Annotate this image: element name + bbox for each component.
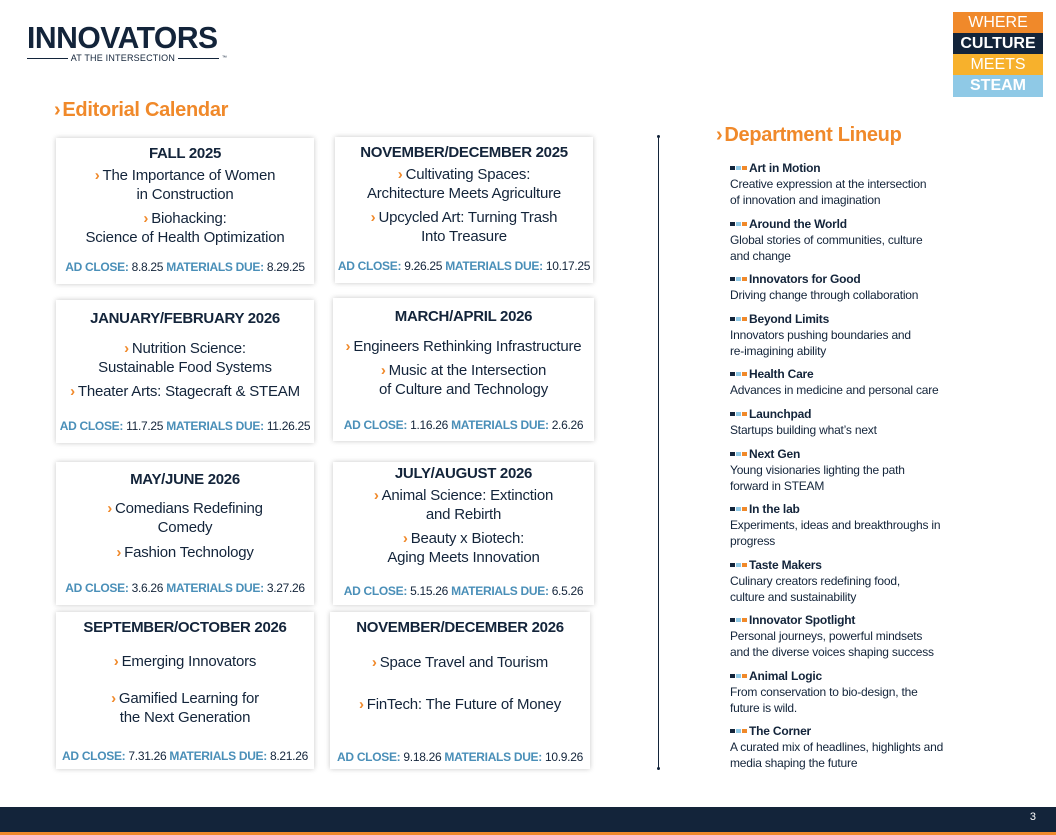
chevron-right-icon: › xyxy=(70,383,75,400)
topic-line: Fashion Technology xyxy=(124,544,254,561)
ad-close-label: AD CLOSE: xyxy=(62,749,126,763)
topic-line: Science of Health Optimization xyxy=(85,229,285,246)
chevron-right-icon: › xyxy=(113,653,119,670)
issue-title: MARCH/APRIL 2026 xyxy=(394,308,533,325)
issue-card-jan-feb-2026 xyxy=(56,300,314,443)
chevron-right-icon: › xyxy=(94,167,100,184)
issue-topic xyxy=(333,529,594,548)
column-divider xyxy=(658,136,659,769)
issue-dates xyxy=(333,418,594,432)
ad-close-label: AD CLOSE: xyxy=(337,750,401,764)
issue-dates xyxy=(335,259,593,273)
color-bars-icon xyxy=(730,674,747,678)
color-bars-icon xyxy=(730,222,747,226)
dept-name-text: Art in Motion xyxy=(749,161,821,175)
dept-beyond-limits xyxy=(730,311,970,359)
dept-name xyxy=(730,271,970,287)
issue-dates xyxy=(56,419,314,433)
issue-topic xyxy=(56,339,314,358)
ad-close-value: 3.6.26 xyxy=(131,581,164,595)
topic-line: FinTech: The Future of Money xyxy=(366,696,562,713)
tagline-culture: CULTURE xyxy=(953,33,1043,54)
materials-due-label: MATERIALS DUE: xyxy=(445,259,543,273)
dept-desc: Global stories of communities, culture xyxy=(730,233,923,247)
dept-desc: media shaping the future xyxy=(730,756,858,770)
innovators-logo xyxy=(27,22,227,63)
materials-due-value: 8.21.26 xyxy=(270,749,308,763)
ad-close-value: 5.15.26 xyxy=(410,584,449,598)
dept-name xyxy=(730,366,970,382)
issue-title: FALL 2025 xyxy=(148,145,222,162)
topic-line: Comedy xyxy=(157,519,213,536)
chevron-right-icon: › xyxy=(371,654,377,671)
dept-desc: Creative expression at the intersection xyxy=(730,177,927,191)
materials-due-label: MATERIALS DUE: xyxy=(169,749,267,763)
dept-innovator-spotlight xyxy=(730,612,970,660)
dept-name xyxy=(730,557,970,573)
dept-name xyxy=(730,216,970,232)
issue-card-nov-dec-2025 xyxy=(335,137,593,283)
issue-topic xyxy=(335,208,593,227)
page-footer xyxy=(0,807,1056,835)
materials-due-label: MATERIALS DUE: xyxy=(451,418,549,432)
issue-topic xyxy=(56,652,314,671)
dept-desc: Experiments, ideas and breakthroughs in xyxy=(730,518,941,532)
chevron-right-icon: › xyxy=(397,166,403,183)
issue-title: SEPTEMBER/OCTOBER 2026 xyxy=(83,619,287,636)
topic-line: Sustainable Food Systems xyxy=(98,359,272,376)
logo-trademark: ™ xyxy=(221,55,228,61)
dept-name-text: In the lab xyxy=(749,502,800,516)
topic-line: Nutrition Science: xyxy=(131,340,246,357)
dept-desc: Personal journeys, powerful mindsets xyxy=(730,629,923,643)
materials-due-value: 11.26.25 xyxy=(266,419,311,433)
issue-topic xyxy=(335,165,593,184)
dept-name-text: Innovators for Good xyxy=(749,272,861,286)
department-lineup-title-text: Department Lineup xyxy=(724,124,902,146)
color-bars-icon xyxy=(730,277,747,281)
dept-desc: From conservation to bio-design, the xyxy=(730,685,918,699)
dept-next-gen xyxy=(730,446,970,494)
topic-line: Architecture Meets Agriculture xyxy=(366,185,562,202)
color-bars-icon xyxy=(730,563,747,567)
dept-health-care xyxy=(730,366,970,398)
dept-name xyxy=(730,668,970,684)
topic-line: of Culture and Technology xyxy=(378,381,548,398)
tagline-meets: MEETS xyxy=(953,54,1043,75)
dept-around-the-world xyxy=(730,216,970,264)
issue-topic xyxy=(333,486,594,505)
issue-card-may-june-2026 xyxy=(56,462,314,605)
ad-close-label: AD CLOSE: xyxy=(337,259,402,273)
chevron-right-icon: › xyxy=(370,209,376,226)
ad-close-value: 11.7.25 xyxy=(126,419,164,433)
dept-innovators-for-good xyxy=(730,271,970,303)
dept-desc: Culinary creators redefining food, xyxy=(730,574,900,588)
dept-desc: Advances in medicine and personal care xyxy=(730,383,939,397)
issue-card-nov-dec-2026 xyxy=(330,612,590,769)
chevron-right-icon: › xyxy=(373,487,379,504)
chevron-right-icon: › xyxy=(402,530,408,547)
logo-rule-right xyxy=(178,58,219,59)
editorial-calendar-title-text: Editorial Calendar xyxy=(62,99,229,121)
topic-line: and Rebirth xyxy=(425,506,502,523)
color-bars-icon xyxy=(730,317,747,321)
dept-animal-logic xyxy=(730,668,970,716)
dept-desc: of innovation and imagination xyxy=(730,193,881,207)
topic-line: the Next Generation xyxy=(119,709,251,726)
color-bars-icon xyxy=(730,412,747,416)
dept-name xyxy=(730,612,970,628)
dept-name xyxy=(730,501,970,517)
dept-in-the-lab xyxy=(730,501,970,549)
dept-desc: Innovators pushing boundaries and xyxy=(730,328,911,342)
topic-line: Beauty x Biotech: xyxy=(410,530,525,547)
chevron-right-icon: › xyxy=(143,210,149,227)
ad-close-value: 9.18.26 xyxy=(403,750,442,764)
topic-line: Aging Meets Innovation xyxy=(387,549,540,566)
chevron-right-icon: › xyxy=(358,696,364,713)
issue-topic xyxy=(56,209,314,228)
ad-close-value: 9.26.25 xyxy=(404,259,443,273)
tagline-where: WHERE xyxy=(953,12,1043,33)
dept-desc: Young visionaries lighting the path xyxy=(730,463,905,477)
color-bars-icon xyxy=(730,507,747,511)
issue-card-mar-apr-2026 xyxy=(333,298,594,441)
dept-name xyxy=(730,311,970,327)
dept-name-text: Around the World xyxy=(749,217,847,231)
dept-name-text: Innovator Spotlight xyxy=(749,613,856,627)
dept-name xyxy=(730,723,970,739)
dept-name-text: Beyond Limits xyxy=(749,312,830,326)
dept-name xyxy=(730,160,970,176)
ad-close-value: 8.8.25 xyxy=(131,260,164,274)
department-lineup-title xyxy=(716,124,902,147)
materials-due-value: 10.17.25 xyxy=(545,259,591,273)
issue-topic xyxy=(56,499,314,518)
issue-title: JANUARY/FEBRUARY 2026 xyxy=(90,310,280,327)
chevron-right-icon: › xyxy=(54,99,61,121)
issue-dates xyxy=(56,260,314,274)
ad-close-label: AD CLOSE: xyxy=(65,581,129,595)
logo-rule-left xyxy=(27,58,68,59)
issue-card-july-august-2026 xyxy=(333,462,594,605)
issue-dates xyxy=(56,749,314,763)
chevron-right-icon: › xyxy=(716,124,723,146)
logo-wordmark: INNOVATORS xyxy=(27,20,218,55)
chevron-right-icon: › xyxy=(107,500,113,517)
issue-topic xyxy=(56,166,314,185)
page-number: 3 xyxy=(1029,811,1036,823)
dept-desc: Driving change through collaboration xyxy=(730,288,919,302)
dept-desc: culture and sustainability xyxy=(730,590,857,604)
issue-topic xyxy=(333,361,594,380)
dept-desc: and the diverse voices shaping success xyxy=(730,645,934,659)
materials-due-value: 3.27.26 xyxy=(266,581,305,595)
topic-line: Comedians Redefining xyxy=(115,500,263,517)
dept-art-in-motion xyxy=(730,160,970,208)
issue-dates xyxy=(56,581,314,595)
dept-name xyxy=(730,446,970,462)
topic-line: in Construction xyxy=(136,186,234,203)
issue-topic xyxy=(330,653,590,672)
dept-desc: future is wild. xyxy=(730,701,798,715)
dept-name-text: Next Gen xyxy=(749,447,801,461)
ad-close-label: AD CLOSE: xyxy=(343,418,408,432)
materials-due-label: MATERIALS DUE: xyxy=(166,419,264,433)
topic-line: Emerging Innovators xyxy=(121,653,257,670)
issue-dates xyxy=(330,750,590,764)
issue-title: JULY/AUGUST 2026 xyxy=(394,465,533,482)
materials-due-label: MATERIALS DUE: xyxy=(166,260,264,274)
dept-name-text: Launchpad xyxy=(749,407,812,421)
chevron-right-icon: › xyxy=(124,340,129,357)
topic-line: Animal Science: Extinction xyxy=(381,487,554,504)
dept-the-corner xyxy=(730,723,970,771)
issue-topic xyxy=(56,543,314,562)
topic-line: Upcycled Art: Turning Trash xyxy=(378,209,558,226)
topic-line: Into Treasure xyxy=(421,228,507,245)
topic-line: Gamified Learning for xyxy=(118,690,259,707)
topic-line: The Importance of Women xyxy=(102,167,276,184)
tagline-steam: STEAM xyxy=(953,75,1043,97)
color-bars-icon xyxy=(730,452,747,456)
ad-close-value: 7.31.26 xyxy=(128,749,167,763)
dept-desc: and change xyxy=(730,249,791,263)
topic-line: Space Travel and Tourism xyxy=(379,654,549,671)
dept-desc: forward in STEAM xyxy=(730,479,825,493)
tagline-block xyxy=(953,12,1043,97)
issue-topic xyxy=(56,689,314,708)
dept-taste-makers xyxy=(730,557,970,605)
ad-close-label: AD CLOSE: xyxy=(343,584,408,598)
chevron-right-icon: › xyxy=(111,690,116,707)
issue-title: NOVEMBER/DECEMBER 2025 xyxy=(360,144,568,161)
issue-topic xyxy=(330,695,590,714)
materials-due-label: MATERIALS DUE: xyxy=(451,584,549,598)
dept-name xyxy=(730,406,970,422)
dept-name-text: Taste Makers xyxy=(749,558,822,572)
chevron-right-icon: › xyxy=(116,544,122,561)
ad-close-label: AD CLOSE: xyxy=(65,260,129,274)
ad-close-value: 1.16.26 xyxy=(410,418,449,432)
issue-card-fall-2025 xyxy=(56,138,314,284)
dept-name-text: The Corner xyxy=(749,724,812,738)
topic-line: Theater Arts: Stagecraft & STEAM xyxy=(77,383,300,400)
color-bars-icon xyxy=(730,166,747,170)
topic-line: Engineers Rethinking Infrastructure xyxy=(353,338,582,355)
issue-dates xyxy=(333,584,594,598)
dept-name-text: Health Care xyxy=(749,367,814,381)
color-bars-icon xyxy=(730,372,747,376)
materials-due-value: 8.29.25 xyxy=(266,260,305,274)
issue-title: MAY/JUNE 2026 xyxy=(130,471,240,488)
materials-due-value: 2.6.26 xyxy=(551,418,584,432)
materials-due-value: 10.9.26 xyxy=(545,750,583,764)
logo-subtitle xyxy=(27,54,227,63)
chevron-right-icon: › xyxy=(380,362,386,379)
materials-due-label: MATERIALS DUE: xyxy=(166,581,264,595)
materials-due-value: 6.5.26 xyxy=(551,584,584,598)
dept-desc: re-imagining ability xyxy=(730,344,827,358)
logo-subtitle-text: AT THE INTERSECTION xyxy=(70,53,176,63)
topic-line: Music at the Intersection xyxy=(388,362,547,379)
dept-desc: Startups building what’s next xyxy=(730,423,877,437)
dept-launchpad xyxy=(730,406,970,438)
color-bars-icon xyxy=(730,729,747,733)
issue-card-sep-oct-2026 xyxy=(56,612,314,769)
issue-topic xyxy=(333,337,594,356)
topic-line: Biohacking: xyxy=(151,210,227,227)
materials-due-label: MATERIALS DUE: xyxy=(444,750,542,764)
issue-topic xyxy=(56,382,314,401)
chevron-right-icon: › xyxy=(345,338,351,355)
color-bars-icon xyxy=(730,618,747,622)
editorial-calendar-title xyxy=(54,99,228,122)
dept-desc: progress xyxy=(730,534,776,548)
ad-close-label: AD CLOSE: xyxy=(59,419,124,433)
issue-title: NOVEMBER/DECEMBER 2026 xyxy=(356,619,564,636)
topic-line: Cultivating Spaces: xyxy=(405,166,531,183)
dept-desc: A curated mix of headlines, highlights and xyxy=(730,740,944,754)
dept-name-text: Animal Logic xyxy=(749,669,822,683)
